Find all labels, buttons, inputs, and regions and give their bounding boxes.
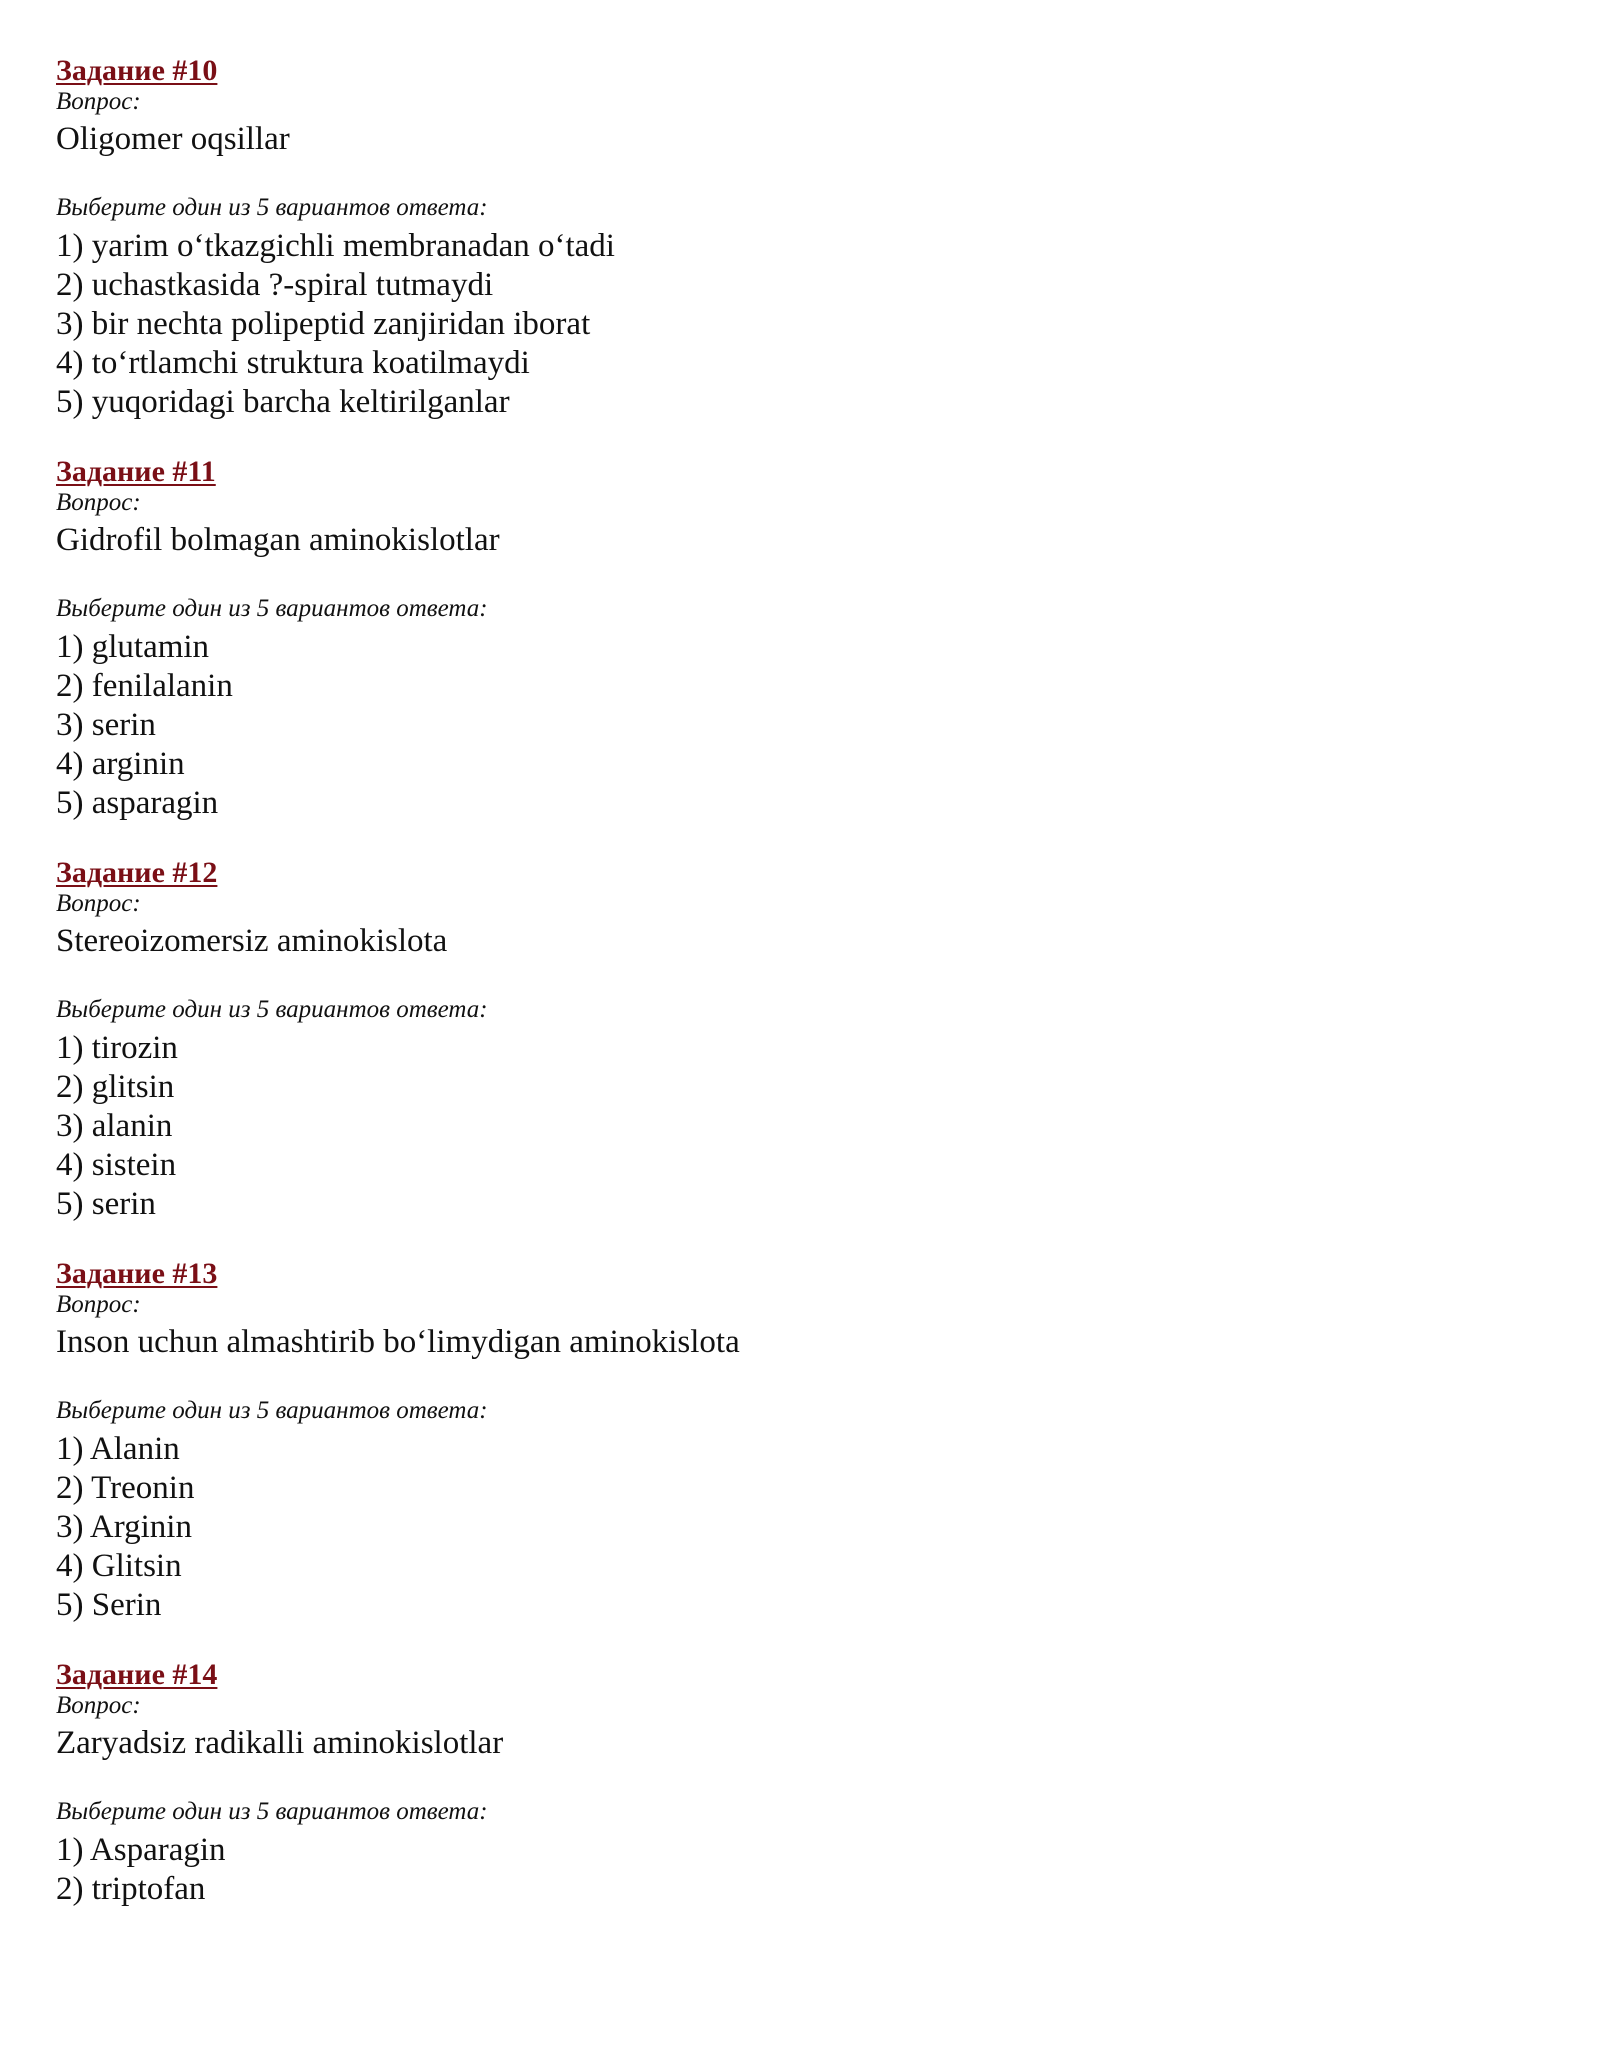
task-title: Задание #12 — [56, 856, 218, 889]
answer-options — [56, 628, 1600, 823]
question-label: Вопрос: — [56, 88, 141, 115]
task-14 — [56, 1657, 1600, 1909]
answer-option: 5) yuqoridagi barcha keltirilganlar — [56, 384, 510, 420]
answer-options — [56, 227, 1600, 422]
answer-option: 2) Treonin — [56, 1470, 195, 1506]
task-title: Задание #14 — [56, 1658, 218, 1691]
task-10 — [56, 53, 1600, 422]
answer-option: 1) yarim o‘tkazgichli membranadan o‘tadi — [56, 228, 615, 264]
answer-options — [56, 1029, 1600, 1224]
answer-instruction: Выберите один из 5 вариантов ответа: — [56, 1798, 488, 1825]
task-11 — [56, 454, 1600, 823]
answer-option: 4) to‘rtlamchi struktura koatilmaydi — [56, 345, 530, 381]
answer-option: 2) uchastkasida ?-spiral tutmaydi — [56, 267, 494, 303]
answer-option: 2) fenilalanin — [56, 668, 233, 704]
answer-options — [56, 1831, 1600, 1909]
answer-option: 1) glutamin — [56, 629, 210, 665]
answer-option: 3) bir nechta polipeptid zanjiridan iborat — [56, 306, 591, 342]
answer-instruction: Выберите один из 5 вариантов ответа: — [56, 1397, 488, 1424]
question-label: Вопрос: — [56, 489, 141, 516]
answer-option: 3) Arginin — [56, 1509, 192, 1545]
question-text: Gidrofil bolmagan aminokislotlar — [56, 522, 500, 558]
task-title: Задание #13 — [56, 1257, 218, 1290]
answer-option: 2) glitsin — [56, 1069, 175, 1105]
question-label: Вопрос: — [56, 1692, 141, 1719]
question-text: Inson uchun almashtirib bo‘limydigan aminokislota — [56, 1324, 740, 1360]
answer-option: 1) tirozin — [56, 1030, 178, 1066]
task-13 — [56, 1256, 1600, 1625]
question-text: Zaryadsiz radikalli aminokislotlar — [56, 1725, 504, 1761]
answer-option: 5) asparagin — [56, 785, 219, 821]
answer-option: 3) serin — [56, 707, 156, 743]
answer-option: 1) Asparagin — [56, 1832, 226, 1868]
answer-option: 5) serin — [56, 1186, 156, 1222]
answer-option: 4) Glitsin — [56, 1548, 182, 1584]
answer-options — [56, 1430, 1600, 1625]
answer-option: 1) Alanin — [56, 1431, 180, 1467]
task-title: Задание #11 — [56, 455, 216, 488]
question-text: Stereoizomersiz aminokislota — [56, 923, 448, 959]
answer-option: 2) triptofan — [56, 1871, 206, 1907]
question-label: Вопрос: — [56, 890, 141, 917]
answer-option: 4) sistein — [56, 1147, 177, 1183]
answer-instruction: Выберите один из 5 вариантов ответа: — [56, 194, 488, 221]
answer-option: 3) alanin — [56, 1108, 173, 1144]
answer-instruction: Выберите один из 5 вариантов ответа: — [56, 595, 488, 622]
answer-option: 5) Serin — [56, 1587, 162, 1623]
task-12 — [56, 855, 1600, 1224]
task-title: Задание #10 — [56, 54, 218, 87]
question-text: Oligomer oqsillar — [56, 121, 290, 157]
answer-option: 4) arginin — [56, 746, 185, 782]
answer-instruction: Выберите один из 5 вариантов ответа: — [56, 996, 488, 1023]
question-label: Вопрос: — [56, 1291, 141, 1318]
